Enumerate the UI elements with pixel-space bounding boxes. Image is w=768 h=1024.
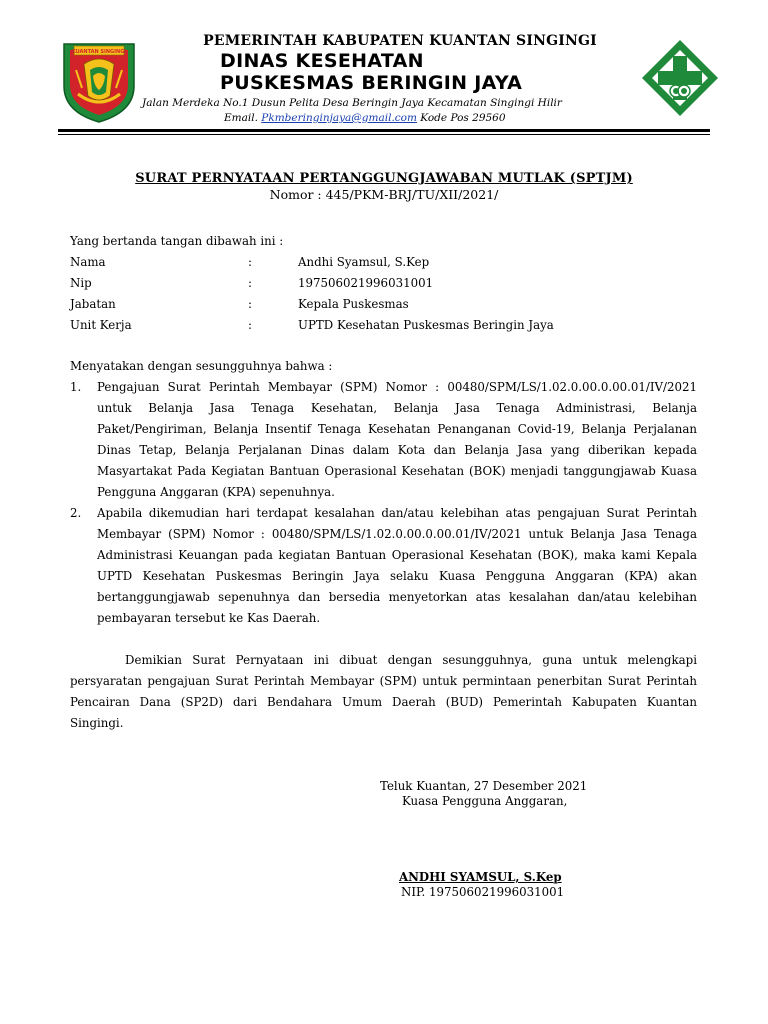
emblem-banner-text: KUANTAN SINGINGI [71, 49, 127, 55]
kabupaten-emblem-icon [60, 40, 138, 124]
paragraph-line: Administrasi Keuangan pada kegiatan Bantuan Operasional Kesehatan (BOK), maka kami Kepala [97, 548, 697, 562]
signature-role: Kuasa Pengguna Anggaran, [402, 794, 568, 808]
document-number: Nomor : 445/PKM-BRJ/TU/XII/2021/ [269, 187, 499, 202]
header-divider-thick [58, 129, 710, 132]
puskesmas-logo-icon [640, 38, 720, 118]
list-item [97, 377, 697, 503]
signature-place-date: Teluk Kuantan, 27 Desember 2021 [380, 779, 588, 793]
intro-text: Yang bertanda tangan dibawah ini : [70, 234, 284, 248]
closing-paragraph [70, 650, 697, 734]
list-item-number: 2. [70, 506, 82, 520]
header-divider-thin [58, 134, 710, 135]
identity-colon: : [248, 297, 252, 311]
identity-label: Nip [70, 276, 92, 290]
header-puskesmas: PUSKESMAS BERINGIN JAYA [220, 72, 523, 94]
paragraph-line: pembayaran tersebut ke Kas Daerah. [97, 611, 321, 625]
identity-value: Andhi Syamsul, S.Kep [298, 255, 430, 269]
email-link[interactable]: Pkmberinginjaya@gmail.com [261, 112, 417, 124]
list-item-number: 1. [70, 380, 82, 394]
identity-label: Nama [70, 255, 106, 269]
paragraph-line: Singingi. [70, 716, 124, 730]
identity-colon: : [248, 276, 252, 290]
paragraph-line: Pengguna Anggaran (KPA) sepenuhnya. [97, 485, 335, 499]
paragraph-line: Dinas Tetap, Belanja Perjalanan Dinas dalam Kota dan Belanja Jasa yang diberikan kepada [97, 443, 697, 457]
declaration-intro: Menyatakan dengan sesungguhnya bahwa : [70, 359, 333, 373]
identity-value: UPTD Kesehatan Puskesmas Beringin Jaya [298, 318, 554, 332]
identity-colon: : [248, 255, 252, 269]
signature-nip: NIP. 197506021996031001 [401, 885, 565, 899]
signature-name: ANDHI SYAMSUL, S.Kep [399, 870, 562, 884]
identity-label: Jabatan [70, 297, 116, 311]
header-department: DINAS KESEHATAN [220, 50, 424, 72]
paragraph-line: Masyartakat Pada Kegiatan Bantuan Operasional Kesehatan (BOK) menjadi tanggungjawab Kuasa [97, 464, 697, 478]
identity-label: Unit Kerja [70, 318, 132, 332]
paragraph-line: persyaratan pengajuan Surat Perintah Membayar (SPM) untuk permintaan penerbitan Surat Perintah [70, 674, 697, 688]
identity-value: 197506021996031001 [298, 276, 434, 290]
paragraph-line: Pencairan Dana (SP2D) dari Bendahara Umum Daerah (BUD) Pemerintah Kabupaten Kuantan [70, 695, 697, 709]
paragraph-line: Demikian Surat Pernyataan ini dibuat dengan sesungguhnya, guna untuk melengkapi [125, 653, 697, 667]
list-item [97, 503, 697, 629]
paragraph-line: untuk Belanja Jasa Tenaga Kesehatan, Belanja Jasa Tenaga Administrasi, Belanja [97, 401, 697, 415]
document-title: SURAT PERNYATAAN PERTANGGUNGJAWABAN MUTLAK (SPTJM) [135, 171, 633, 186]
header-address: Jalan Merdeka No.1 Dusun Pelita Desa Beringin Jaya Kecamatan Singingi Hilir [142, 97, 562, 109]
paragraph-line: Apabila dikemudian hari terdapat kesalahan dan/atau kelebihan atas pengajuan Surat Perintah [97, 506, 697, 520]
paragraph-line: UPTD Kesehatan Puskesmas Beringin Jaya selaku Kuasa Pengguna Anggaran (KPA) akan [97, 569, 697, 583]
header-email-line [224, 112, 506, 124]
postal-code: Kode Pos 29560 [420, 112, 506, 124]
paragraph-line: Membayar (SPM) Nomor : 00480/SPM/LS/1.02.0.00.0.00.01/IV/2021 untuk Belanja Jasa Tenaga [97, 527, 697, 541]
email-label: Email. [224, 112, 258, 124]
paragraph-line: Pengajuan Surat Perintah Membayar (SPM) Nomor : 00480/SPM/LS/1.02.0.00.0.00.01/IV/2021 [97, 380, 697, 394]
paragraph-line: bertanggungjawab sepenuhnya dan bersedia menyetorkan atas kesalahan dan/atau kelebihan [97, 590, 697, 604]
identity-colon: : [248, 318, 252, 332]
identity-value: Kepala Puskesmas [298, 297, 409, 311]
paragraph-line: Paket/Pengiriman, Belanja Insentif Tenaga Kesehatan Penanganan Covid-19, Belanja Perjalanan [97, 422, 697, 436]
header-government: PEMERINTAH KABUPATEN KUANTAN SINGINGI [203, 33, 597, 49]
